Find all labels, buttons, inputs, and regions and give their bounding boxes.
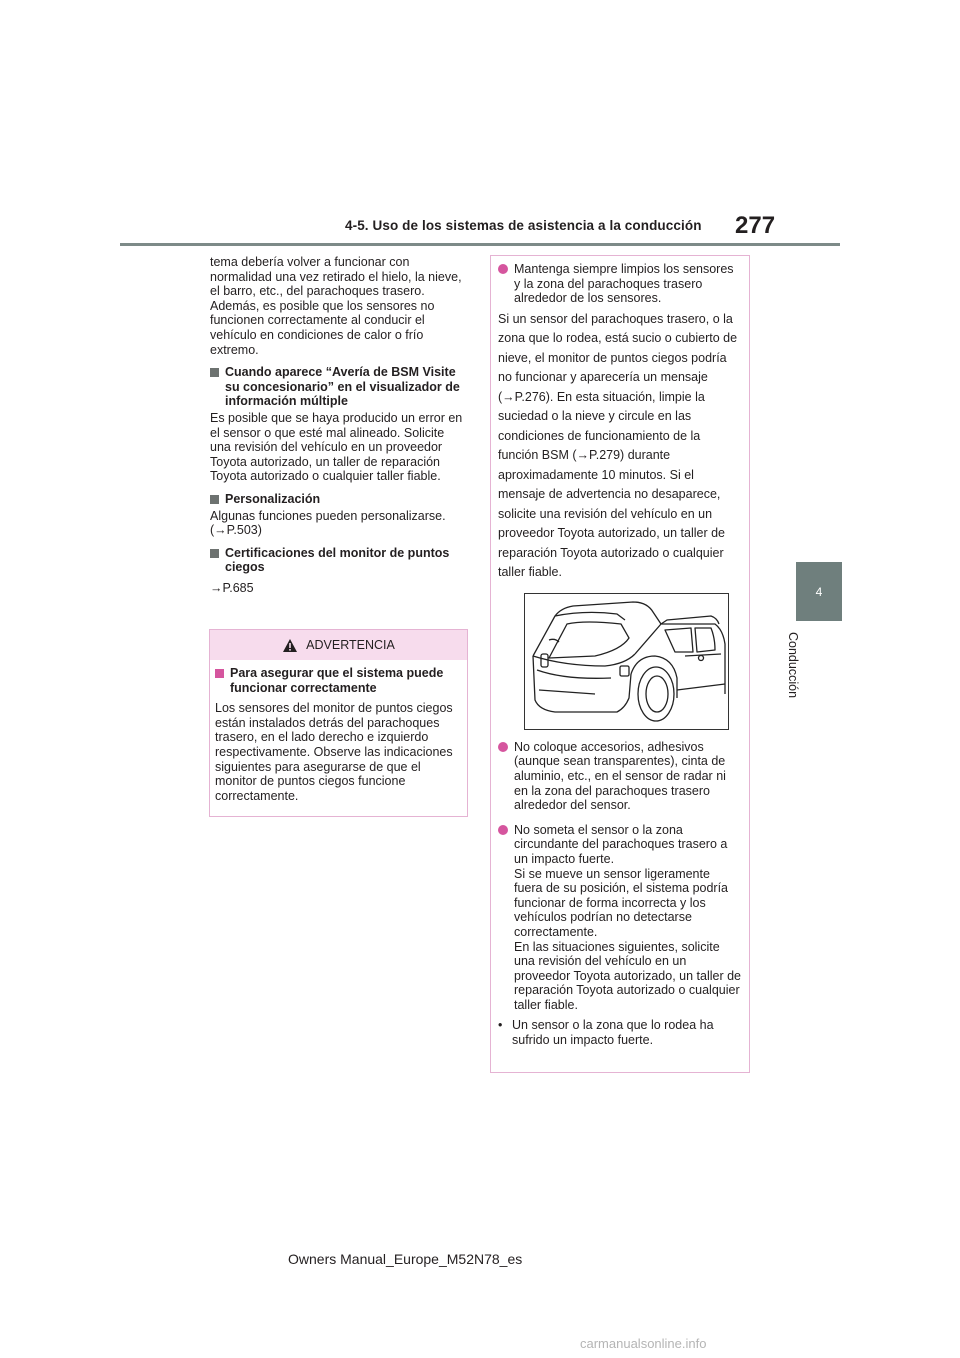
car-illustration — [524, 593, 729, 730]
page-number: 277 — [735, 212, 776, 239]
section-heading — [210, 365, 468, 409]
section-heading — [210, 546, 468, 575]
heading-text: Para asegurar que el sistema puede funcionar correctamente — [230, 666, 444, 695]
warning-box — [209, 629, 468, 817]
bullet-text: Mantenga siempre limpios los sensores y la zona del parachoques trasero alrededor de los sensores. — [514, 262, 734, 306]
chapter-label — [786, 632, 802, 712]
list-item — [498, 262, 741, 306]
bullet-text: No coloque accesorios, adhesivos (aunque sean transparentes), cinta de aluminio, etc., en el sensor de radar ni en la zona del parachoques trasero alrededor del sensor. — [514, 739, 726, 813]
watermark: carmanualsonline.info — [580, 1336, 707, 1351]
bullet-text: No someta el sensor o la zona circundante del parachoques trasero a un impacto fuerte. — [514, 822, 728, 866]
notes-box — [490, 255, 750, 1073]
header-rule — [120, 243, 840, 246]
left-column — [210, 255, 468, 603]
heading-text: Cuando aparece “Avería de BSM Visite su concesionario” en el visualizador de información múltiple — [225, 365, 460, 409]
section-body-link[interactable]: →P.685 — [210, 580, 254, 595]
round-bullet-icon — [498, 742, 508, 752]
section-body-link[interactable]: Algunas funciones pueden personalizarse. (→P.503) — [210, 508, 446, 538]
section-heading — [210, 492, 468, 507]
footer-text: Owners Manual_Europe_M52N78_es — [288, 1251, 523, 1267]
warning-triangle-icon — [282, 638, 298, 653]
round-bullet-icon — [498, 825, 508, 835]
warning-text: Los sensores del monitor de puntos ciegos están instalados detrás del parachoques trasero, en el lado derecho e izquierdo respectivamente. Observe las indicaciones siguientes para asegurarse de que el monitor de puntos ciegos funcione correctamente. — [215, 701, 453, 803]
bullet-continuation: Si se mueve un sensor ligeramente fuera de su posición, el sistema podría funcionar de forma incorrecta y los vehículos podrían no detectarse correctamente. — [514, 866, 729, 939]
warning-header — [210, 630, 467, 660]
warning-body — [210, 660, 467, 803]
warning-title: ADVERTENCIA — [306, 638, 395, 652]
round-bullet-icon — [498, 264, 508, 274]
square-bullet-icon — [215, 669, 224, 678]
list-item — [498, 823, 741, 1013]
list-item — [498, 740, 741, 813]
intro-text: tema debería volver a funcionar con normalidad una vez retirado el hielo, la nieve, el barro, etc., del parachoques trasero. Además, es posible que los sensores no funcionen correctamente al conducir el vehículo en condiciones de calor o frío extremo. — [210, 255, 462, 357]
rear-bumper-sensor-illustration — [525, 594, 728, 729]
bullet-continuation: En las situaciones siguientes, solicite una revisión del vehículo en un proveedor Toyota autorizado, un taller de reparación Toyota autorizado o cualquier taller fiable. — [514, 939, 742, 1012]
sub-bullet-mark: • — [498, 1018, 503, 1033]
heading-text: Certificaciones del monitor de puntos ciegos — [225, 545, 450, 575]
chapter-tab[interactable] — [796, 562, 842, 621]
chapter-name: Conducción — [786, 632, 800, 699]
square-bullet-icon — [210, 368, 219, 377]
bullet-text-group — [514, 823, 741, 1013]
warning-heading — [215, 666, 462, 695]
paragraph: Si un sensor del parachoques trasero, o la zona que lo rodea, está sucio o cubierto de nieve, el monitor de puntos ciegos podría no funcionar y aparecería un mensaje (→P.276). En esta situación, limpie la suciedad o la nieve y circule en las condiciones de funcionamiento de la función BSM (→P.279) durante aproximadamente 10 minutos. Si el mensaje de advertencia no desaparece, solicite una revisión del vehículo en un proveedor Toyota autorizado, un taller de reparación Toyota autorizado o cualquier taller fiable. — [498, 311, 738, 580]
heading-text: Personalización — [225, 491, 321, 506]
sub-list-item — [498, 1018, 741, 1047]
sub-bullet-text: Un sensor o la zona que lo rodea ha sufrido un impacto fuerte. — [512, 1018, 714, 1048]
chapter-number: 4 — [815, 584, 823, 599]
square-bullet-icon — [210, 495, 219, 504]
section-body: Es posible que se haya producido un error en el sensor o que esté mal alineado. Solicite una revisión del vehículo en un proveedor Toyota autorizado, un taller de reparación Toyota autorizado o cualquier taller fiable. — [210, 410, 463, 484]
square-bullet-icon — [210, 549, 219, 558]
section-title: 4-5. Uso de los sistemas de asistencia a la conducción — [345, 218, 702, 233]
